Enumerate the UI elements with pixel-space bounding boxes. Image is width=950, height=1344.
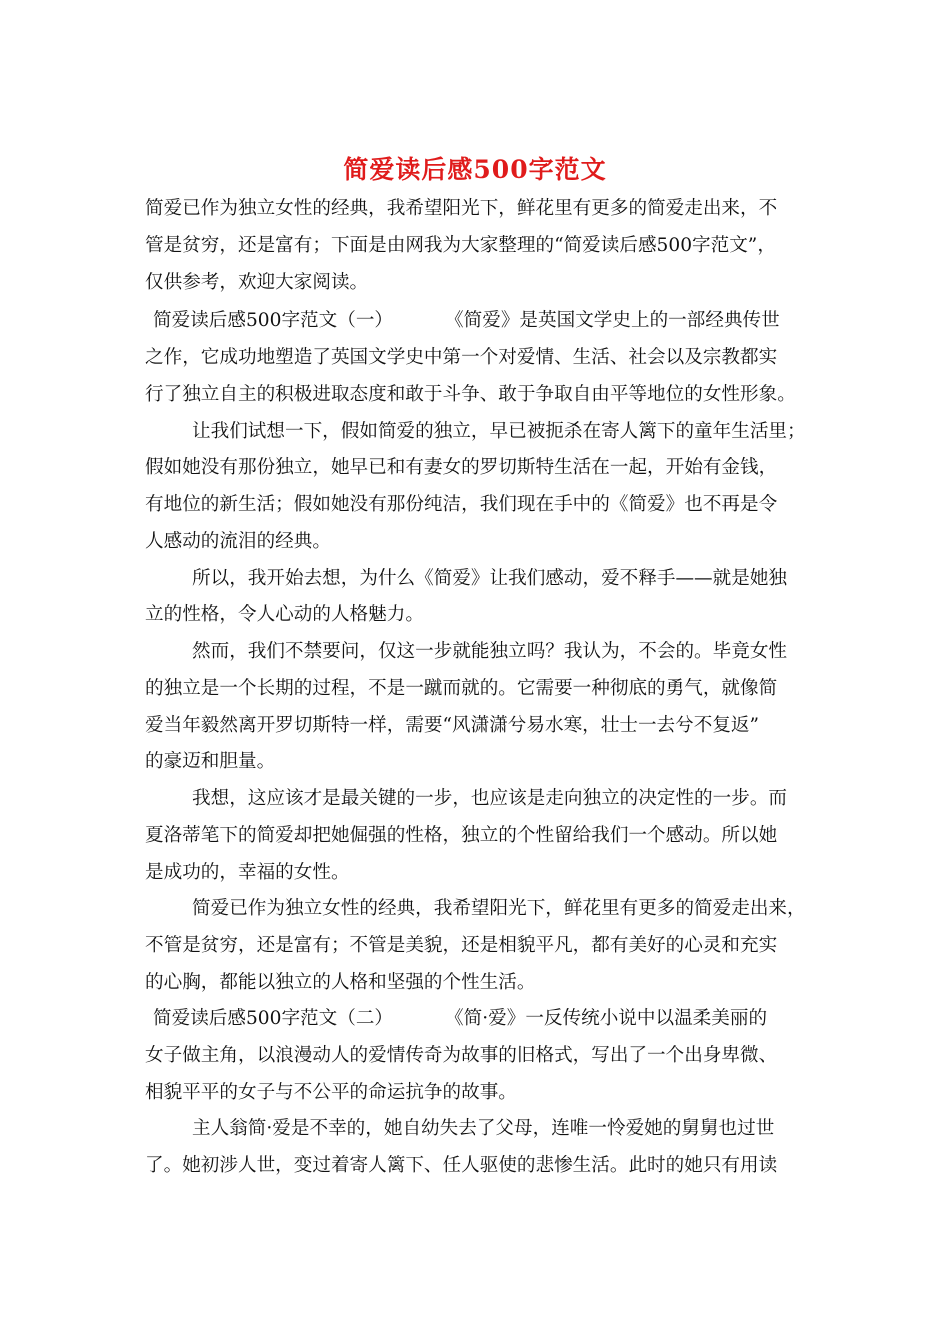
- section-heading: 简爱读后感500字范文（二）: [153, 1008, 394, 1029]
- paragraph-line: 人感动的流泪的经典。: [145, 531, 331, 552]
- paragraph-line: 相貌平平的女子与不公平的命运抗争的故事。: [145, 1082, 517, 1103]
- paragraph-text: 《简爱》是英国文学史上的一部经典传世: [445, 310, 780, 331]
- paragraph-line: 假如她没有那份独立，她早已和有妻女的罗切斯特生活在一起，开始有金钱，: [145, 457, 778, 478]
- paragraph-line: 简爱已作为独立女性的经典，我希望阳光下，鲜花里有更多的简爱走出来，不: [145, 198, 778, 219]
- paragraph-line: 的心胸，都能以独立的人格和坚强的个性生活。: [145, 972, 536, 993]
- paragraph-line: 了。她初涉人世，变过着寄人篱下、任人驱使的悲惨生活。此时的她只有用读: [145, 1155, 778, 1176]
- paragraph-line: 管是贫穷，还是富有；下面是由网我为大家整理的“简爱读后感500字范文”，: [145, 235, 776, 256]
- paragraph-line: 不管是贫穷，还是富有；不管是美貌，还是相貌平凡，都有美好的心灵和充实: [145, 935, 778, 956]
- paragraph-line: 让我们试想一下，假如简爱的独立，早已被扼杀在寄人篱下的童年生活里；: [192, 421, 806, 442]
- paragraph-line: 女子做主角，以浪漫动人的爱情传奇为故事的旧格式，写出了一个出身卑微、: [145, 1045, 778, 1066]
- section-heading-line: [153, 309, 780, 333]
- paragraph-line: 之作，它成功地塑造了英国文学史中第一个对爱情、生活、社会以及宗教都实: [145, 347, 778, 368]
- paragraph-line: 的独立是一个长期的过程，不是一蹴而就的。它需要一种彻底的勇气，就像简: [145, 678, 778, 699]
- paragraph-line: 的豪迈和胆量。: [145, 751, 276, 772]
- paragraph-line: 我想，这应该才是最关键的一步，也应该是走向独立的决定性的一步。而: [192, 788, 788, 809]
- paragraph-line: 仅供参考，欢迎大家阅读。: [145, 272, 369, 293]
- paragraph-line: 有地位的新生活；假如她没有那份纯洁，我们现在手中的《简爱》也不再是令: [145, 494, 778, 515]
- paragraph-line: 简爱已作为独立女性的经典，我希望阳光下，鲜花里有更多的简爱走出来，: [192, 898, 806, 919]
- paragraph-line: 立的性格，令人心动的人格魅力。: [145, 604, 424, 625]
- paragraph-line: 主人翁简·爱是不幸的，她自幼失去了父母，连唯一怜爱她的舅舅也过世: [192, 1118, 775, 1139]
- paragraph-line: 然而，我们不禁要问，仅这一步就能独立吗？我认为，不会的。毕竟女性: [192, 641, 788, 662]
- paragraph-line: 行了独立自主的积极进取态度和敢于斗争、敢于争取自由平等地位的女性形象。: [145, 384, 796, 405]
- paragraph-line: 夏洛蒂笔下的简爱却把她倔强的性格，独立的个性留给我们一个感动。所以她: [145, 825, 778, 846]
- paragraph-line: 是成功的，幸福的女性。: [145, 862, 350, 883]
- document-title: 简爱读后感500字范文: [343, 155, 607, 184]
- paragraph-line: 所以，我开始去想，为什么《简爱》让我们感动，爱不释手——就是她独: [192, 568, 788, 589]
- paragraph-text: 《简·爱》一反传统小说中以温柔美丽的: [445, 1008, 768, 1029]
- paragraph-line: 爱当年毅然离开罗切斯特一样，需要“风潇潇兮易水寒，壮士一去兮不复返”: [145, 715, 760, 736]
- section-heading-line: [153, 1007, 767, 1031]
- section-heading: 简爱读后感500字范文（一）: [153, 310, 394, 331]
